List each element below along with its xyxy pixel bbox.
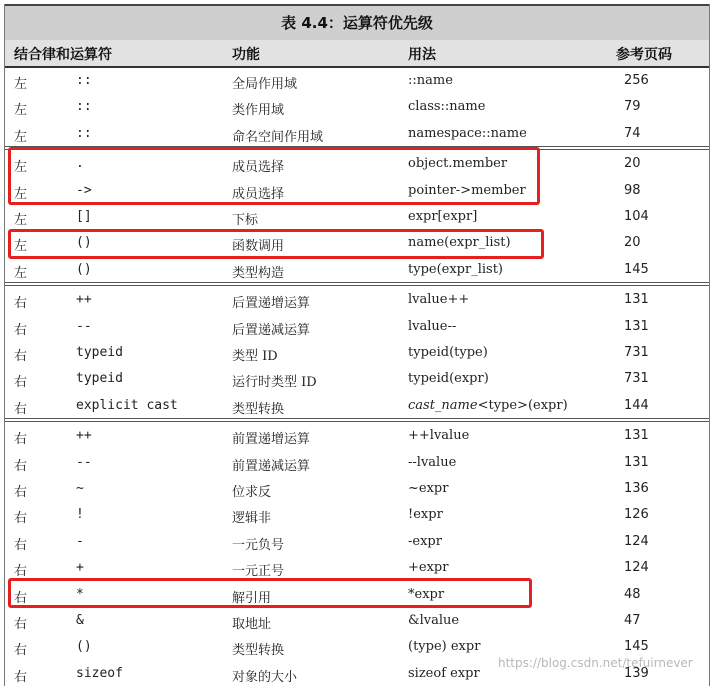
cell-function: 类型转换 (232, 643, 285, 659)
cell-function: 命名空间作用域 (232, 129, 324, 145)
table-row (4, 340, 710, 366)
cell-page: 131 (624, 318, 649, 334)
cell-usage: -expr (408, 533, 442, 549)
cell-page: 131 (624, 454, 649, 470)
cell-function: 逻辑非 (232, 511, 272, 527)
cell-associativity: 右 (14, 375, 28, 391)
cell-function: 运行时类型 ID (232, 375, 317, 391)
cell-function: 位求反 (232, 485, 272, 500)
cell-associativity: 右 (14, 590, 28, 606)
cell-operator: -- (76, 454, 92, 470)
cell-function: 成员选择 (232, 160, 285, 176)
cell-function: 类型转换 (232, 401, 285, 417)
table-row (4, 366, 710, 392)
table-row (4, 121, 710, 147)
cell-function: 一元负号 (232, 537, 285, 553)
cell-associativity: 右 (14, 485, 28, 500)
cell-operator: :: (76, 125, 92, 141)
cell-usage (408, 398, 568, 413)
cell-associativity: 左 (14, 77, 28, 92)
cell-usage: typeid(type) (408, 345, 488, 360)
cell-usage: class::name (408, 99, 486, 115)
table-row (4, 423, 710, 449)
cell-associativity: 左 (14, 213, 28, 228)
cell-operator: ++ (76, 428, 92, 444)
cell-usage: lvalue++ (408, 292, 470, 308)
cell-operator: explicit cast (76, 397, 178, 413)
cell-associativity: 右 (14, 669, 28, 685)
header-assoc: 结合律和运算符 (14, 47, 112, 63)
cell-associativity: 右 (14, 564, 28, 580)
cell-usage: name(expr_list) (408, 235, 511, 251)
cell-page: 131 (624, 428, 649, 444)
table-row (4, 287, 710, 313)
cell-page: 20 (624, 235, 641, 251)
cell-page: 731 (624, 371, 649, 387)
cell-usage: object.member (408, 156, 508, 172)
cell-page: 256 (624, 73, 649, 88)
cell-usage: +expr (408, 560, 449, 576)
cell-associativity: 右 (14, 617, 28, 632)
cell-page: 124 (624, 533, 649, 549)
cell-usage: &lvalue (408, 613, 460, 628)
cell-page: 79 (624, 99, 641, 115)
cell-page: 20 (624, 156, 641, 172)
cell-associativity: 右 (14, 511, 28, 527)
cell-operator: :: (76, 73, 92, 88)
cell-page: 98 (624, 182, 641, 198)
cell-usage: namespace::name (408, 125, 527, 141)
table-row (4, 582, 710, 608)
cell-usage: sizeof expr (408, 665, 480, 681)
cell-page: 104 (624, 209, 649, 224)
cell-function: 类作用域 (232, 103, 285, 119)
cell-associativity: 左 (14, 129, 28, 145)
cell-usage: --lvalue (408, 454, 457, 470)
table-row (4, 178, 710, 204)
cell-associativity: 左 (14, 265, 28, 281)
cell-operator: . (76, 156, 84, 172)
table-row (4, 151, 710, 177)
cell-operator: - (76, 533, 84, 549)
cell-operator: & (76, 613, 84, 628)
cell-operator: ~ (76, 481, 84, 496)
cell-function: 前置递增运算 (232, 432, 311, 448)
cell-function: 一元正号 (232, 564, 285, 580)
cell-function: 前置递减运算 (232, 458, 311, 474)
table-header (4, 40, 710, 68)
cell-operator: () (76, 235, 92, 251)
table-row (4, 476, 710, 502)
cell-associativity: 左 (14, 103, 28, 119)
header-usage: 用法 (408, 47, 436, 63)
cell-operator: * (76, 586, 84, 602)
cell-function: 取地址 (232, 617, 272, 632)
table-row (4, 608, 710, 634)
table-row (4, 68, 710, 94)
cell-function: 类型构造 (232, 265, 285, 281)
cell-function: 下标 (232, 213, 259, 228)
table-row (4, 450, 710, 476)
cell-usage: expr[expr] (408, 209, 478, 224)
cell-function: 函数调用 (232, 239, 285, 255)
cell-page: 47 (624, 613, 641, 628)
table-title: 表 4.4：运算符优先级 (281, 14, 433, 32)
cell-page: 145 (624, 261, 649, 277)
cell-usage: ++lvalue (408, 428, 470, 444)
cell-associativity: 左 (14, 160, 28, 176)
cell-associativity: 右 (14, 349, 28, 364)
cell-page: 136 (624, 481, 649, 496)
cell-page: 126 (624, 507, 649, 523)
cell-operator: :: (76, 99, 92, 115)
header-function: 功能 (232, 47, 260, 63)
cell-usage: type(expr_list) (408, 261, 503, 277)
cell-associativity: 右 (14, 537, 28, 553)
cell-associativity: 右 (14, 432, 28, 448)
cell-usage: *expr (408, 586, 445, 602)
usage-rest: <type>(expr) (477, 397, 568, 413)
cell-function: 对象的大小 (232, 669, 298, 685)
cell-operator: [] (76, 209, 92, 224)
cell-page: 124 (624, 560, 649, 576)
cell-operator: ++ (76, 292, 92, 308)
cell-function: 解引用 (232, 590, 272, 606)
cell-operator: typeid (76, 371, 123, 387)
table-row (4, 529, 710, 555)
cell-associativity: 左 (14, 186, 28, 202)
cell-usage: (type) expr (408, 639, 481, 655)
cell-operator: ! (76, 507, 84, 523)
precedence-table (2, 2, 712, 688)
cell-operator: () (76, 261, 92, 277)
table-row (4, 94, 710, 120)
cell-usage: pointer->member (408, 182, 526, 198)
cell-usage: ~expr (408, 481, 449, 496)
cell-page: 139 (624, 665, 649, 681)
cell-usage: typeid(expr) (408, 371, 489, 387)
cell-function: 全局作用域 (232, 77, 298, 92)
table-row (4, 204, 710, 230)
table-row (4, 393, 710, 419)
cell-operator: -- (76, 318, 92, 334)
cell-associativity: 左 (14, 239, 28, 255)
cell-usage: lvalue-- (408, 318, 457, 334)
cell-function: 后置递减运算 (232, 322, 311, 338)
table-row (4, 257, 710, 283)
cell-operator: + (76, 560, 84, 576)
cell-page: 74 (624, 125, 641, 141)
cell-page: 144 (624, 397, 649, 413)
cell-function: 成员选择 (232, 186, 285, 202)
table-title-bar (4, 4, 710, 40)
cell-associativity: 右 (14, 296, 28, 312)
table-row (4, 502, 710, 528)
cell-associativity: 右 (14, 643, 28, 659)
cell-function: 后置递增运算 (232, 296, 311, 312)
cell-operator: () (76, 639, 92, 655)
usage-italic: cast_name (408, 397, 478, 413)
table-row (4, 314, 710, 340)
cell-usage: ::name (408, 73, 453, 88)
cell-operator: sizeof (76, 665, 123, 681)
cell-page: 48 (624, 586, 641, 602)
cell-operator: -> (76, 182, 92, 198)
cell-associativity: 右 (14, 322, 28, 338)
cell-associativity: 右 (14, 401, 28, 417)
cell-page: 145 (624, 639, 649, 655)
table-row (4, 555, 710, 581)
cell-function: 类型 ID (232, 349, 278, 364)
cell-page: 731 (624, 345, 649, 360)
cell-usage: !expr (408, 507, 443, 523)
cell-associativity: 右 (14, 458, 28, 474)
group-separator (4, 146, 710, 150)
header-page: 参考页码 (616, 47, 672, 63)
table-body (4, 68, 710, 688)
watermark: https://blog.csdn.net/tefuirnever (498, 656, 693, 670)
table-row (4, 230, 710, 256)
cell-page: 131 (624, 292, 649, 308)
group-separator (4, 282, 710, 286)
group-separator (4, 418, 710, 422)
cell-operator: typeid (76, 345, 123, 360)
